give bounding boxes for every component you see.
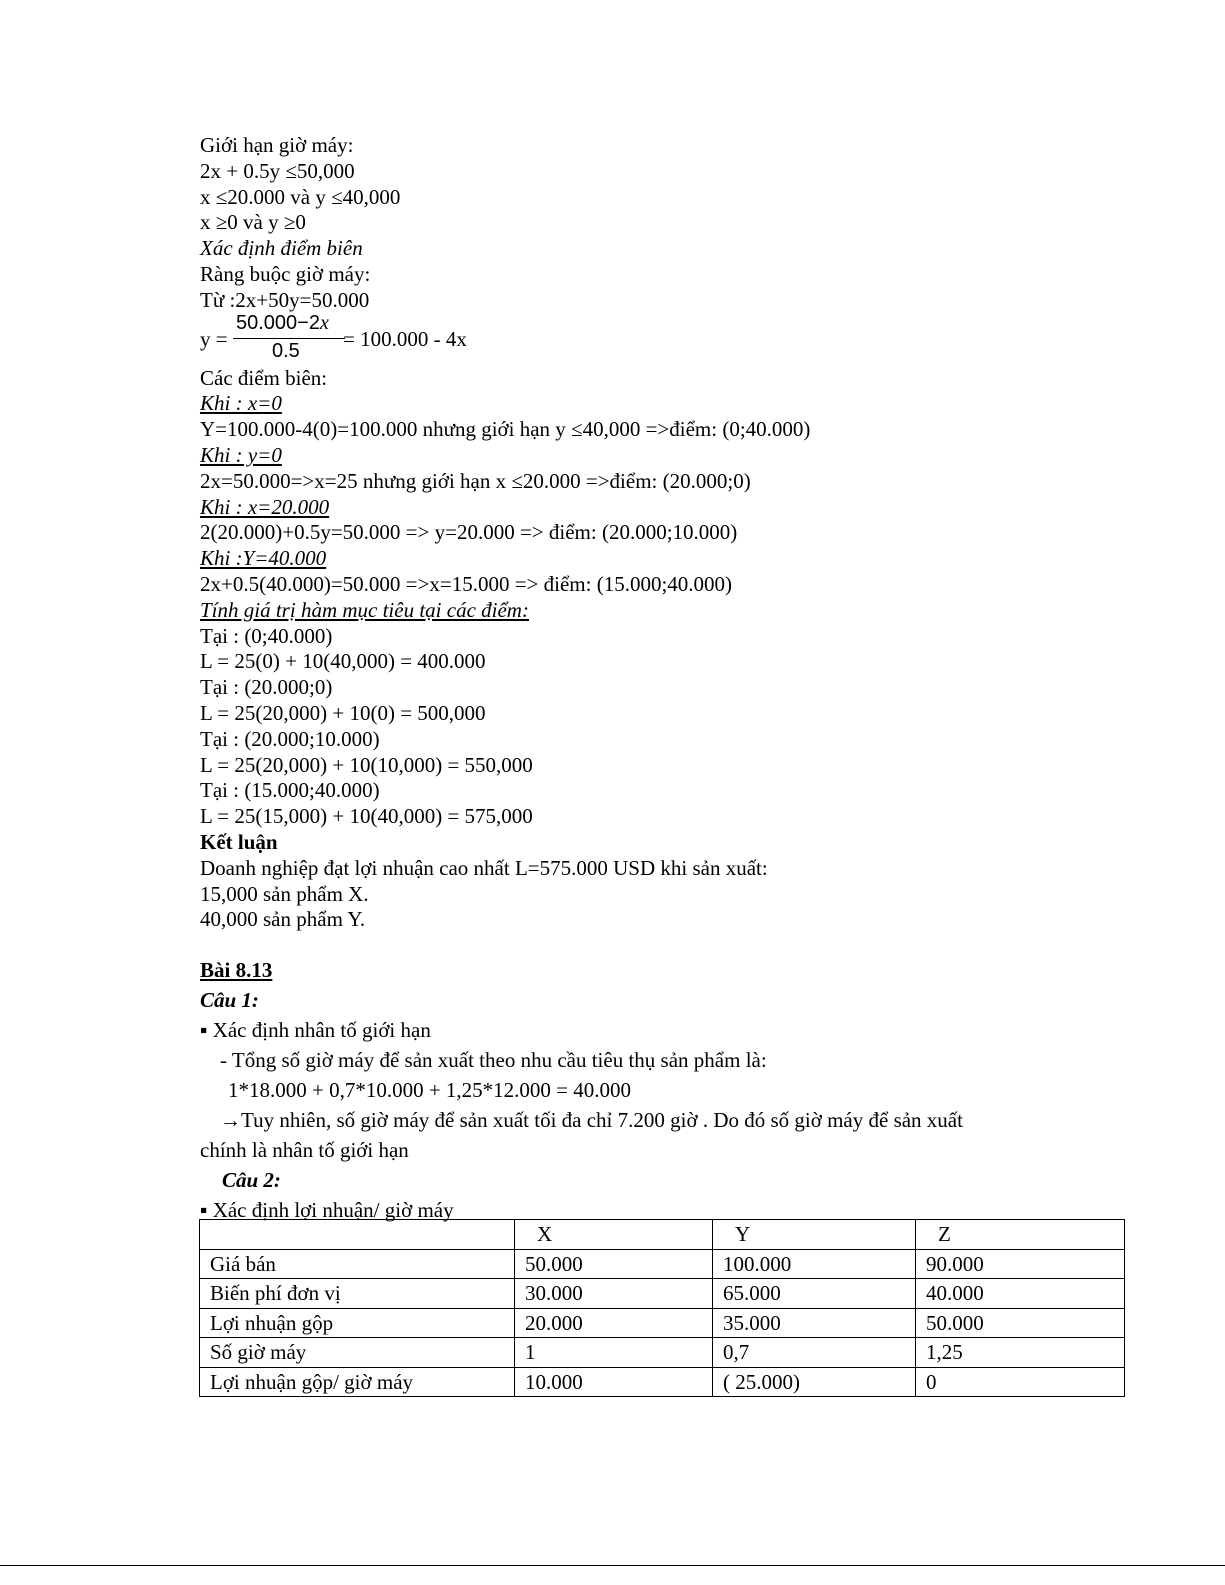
table-cell: Giá bán xyxy=(200,1249,515,1279)
muctieu-heading: Tính giá trị hàm mục tiêu tại các điểm: xyxy=(200,597,529,622)
table-cell: 50.000 xyxy=(515,1249,713,1279)
fraction-rhs: = 100.000 - 4x xyxy=(343,326,467,351)
text-line: Giới hạn giờ máy: xyxy=(200,133,354,157)
table-cell: 90.000 xyxy=(916,1249,1125,1279)
ketluan-line: 40,000 sản phẩm Y. xyxy=(200,907,366,932)
table-cell: Lợi nhuận gộp/ giờ máy xyxy=(200,1367,515,1397)
value-line: L = 25(20,000) + 10(10,000) = 550,000 xyxy=(200,752,533,777)
value-line: L = 25(15,000) + 10(40,000) = 575,000 xyxy=(200,804,533,829)
point-line: Tại : (15.000;40.000) xyxy=(200,778,380,803)
text-line: 2x + 0.5y ≤50,000 xyxy=(200,158,355,183)
table-row xyxy=(200,1279,1125,1309)
table-cell: Biến phí đơn vị xyxy=(200,1279,515,1309)
table-cell: 0,7 xyxy=(713,1338,916,1368)
case-label: Khi : y=0 xyxy=(200,442,282,467)
table-cell: 1 xyxy=(515,1338,713,1368)
fraction-bar xyxy=(233,338,345,339)
table-cell: 30.000 xyxy=(515,1279,713,1309)
fraction-denominator: 0.5 xyxy=(272,339,300,362)
case-text: Y=100.000-4(0)=100.000 nhưng giới hạn y ≤40,000 =>điểm: (0;40.000) xyxy=(200,417,811,442)
table-cell: 50.000 xyxy=(916,1308,1125,1338)
section-subheading: Xác định điểm biên xyxy=(200,236,363,261)
table-row xyxy=(200,1338,1125,1368)
exercise-title: Bài 8.13 xyxy=(200,958,273,983)
table-row xyxy=(200,1308,1125,1338)
arrow-line: →Tuy nhiên, số giờ máy để sản xuất tối đa chỉ 7.200 giờ . Do đó số giờ máy để sản xuất xyxy=(220,1108,963,1133)
text-line: x ≤20.000 và y ≤40,000 xyxy=(200,184,401,209)
value-line: L = 25(20,000) + 10(0) = 500,000 xyxy=(200,700,486,725)
ketluan-line: 15,000 sản phẩm X. xyxy=(200,881,369,906)
question-label: Câu 2: xyxy=(222,1168,281,1193)
ketluan-heading: Kết luận xyxy=(200,829,278,854)
dash-line: - Tổng số giờ máy để sản xuất theo nhu cầu tiêu thụ sản phẩm là: xyxy=(220,1048,767,1073)
fraction-lhs: y = xyxy=(200,326,228,351)
table-header-cell: X xyxy=(515,1220,713,1250)
table-row xyxy=(200,1249,1125,1279)
point-line: Tại : (20.000;10.000) xyxy=(200,726,380,751)
table-cell: ( 25.000) xyxy=(713,1367,916,1397)
fraction-equation xyxy=(200,311,1100,366)
table-header-cell: Y xyxy=(713,1220,916,1250)
text-line: Từ :2x+50y=50.000 xyxy=(200,287,370,312)
point-line: Tại : (20.000;0) xyxy=(200,675,333,700)
page-bottom-rule xyxy=(0,1565,1225,1566)
table-cell: 10.000 xyxy=(515,1367,713,1397)
ketluan-line: Doanh nghiệp đạt lợi nhuận cao nhất L=575.000 USD khi sản xuất: xyxy=(200,855,768,880)
document-body xyxy=(200,133,1100,1225)
bullet-line: ▪ Xác định nhân tố giới hạn xyxy=(200,1018,431,1043)
text-line: x ≥0 và y ≥0 xyxy=(200,210,306,235)
case-label: Khi : x=0 xyxy=(200,391,282,416)
case-label: Khi : x=20.000 xyxy=(200,494,330,519)
value-line: L = 25(0) + 10(40,000) = 400.000 xyxy=(200,649,486,674)
table-cell: 0 xyxy=(916,1367,1125,1397)
case-label: Khi :Y=40.000 xyxy=(200,546,327,571)
profit-table xyxy=(199,1219,1125,1397)
table-cell: 35.000 xyxy=(713,1308,916,1338)
calc-line: 1*18.000 + 0,7*10.000 + 1,25*12.000 = 40.000 xyxy=(228,1078,632,1103)
table-cell: 100.000 xyxy=(713,1249,916,1279)
table-cell: Số giờ máy xyxy=(200,1338,515,1368)
table-cell: 20.000 xyxy=(515,1308,713,1338)
bien-heading: Các điểm biên: xyxy=(200,365,328,390)
bullet-line: ▪ Xác định lợi nhuận/ giờ máy xyxy=(200,1198,454,1223)
table-cell: 40.000 xyxy=(916,1279,1125,1309)
text-line: Ràng buộc giờ máy: xyxy=(200,261,371,286)
case-text: 2(20.000)+0.5y=50.000 => y=20.000 => điểm: (20.000;10.000) xyxy=(200,520,738,545)
question-label: Câu 1: xyxy=(200,988,259,1013)
table-header-cell xyxy=(200,1220,515,1250)
table-row xyxy=(200,1367,1125,1397)
table-cell: 65.000 xyxy=(713,1279,916,1309)
case-text: 2x=50.000=>x=25 nhưng giới hạn x ≤20.000 =>điểm: (20.000;0) xyxy=(200,468,751,493)
arrow-line-cont: chính là nhân tố giới hạn xyxy=(200,1138,409,1163)
point-line: Tại : (0;40.000) xyxy=(200,623,333,648)
table-header-cell: Z xyxy=(916,1220,1125,1250)
table-cell: Lợi nhuận gộp xyxy=(200,1308,515,1338)
case-text: 2x+0.5(40.000)=50.000 =>x=15.000 => điểm: (15.000;40.000) xyxy=(200,571,733,596)
table-cell: 1,25 xyxy=(916,1338,1125,1368)
table-header-row xyxy=(200,1220,1125,1250)
fraction-numerator: 50.000−2x xyxy=(236,311,329,334)
